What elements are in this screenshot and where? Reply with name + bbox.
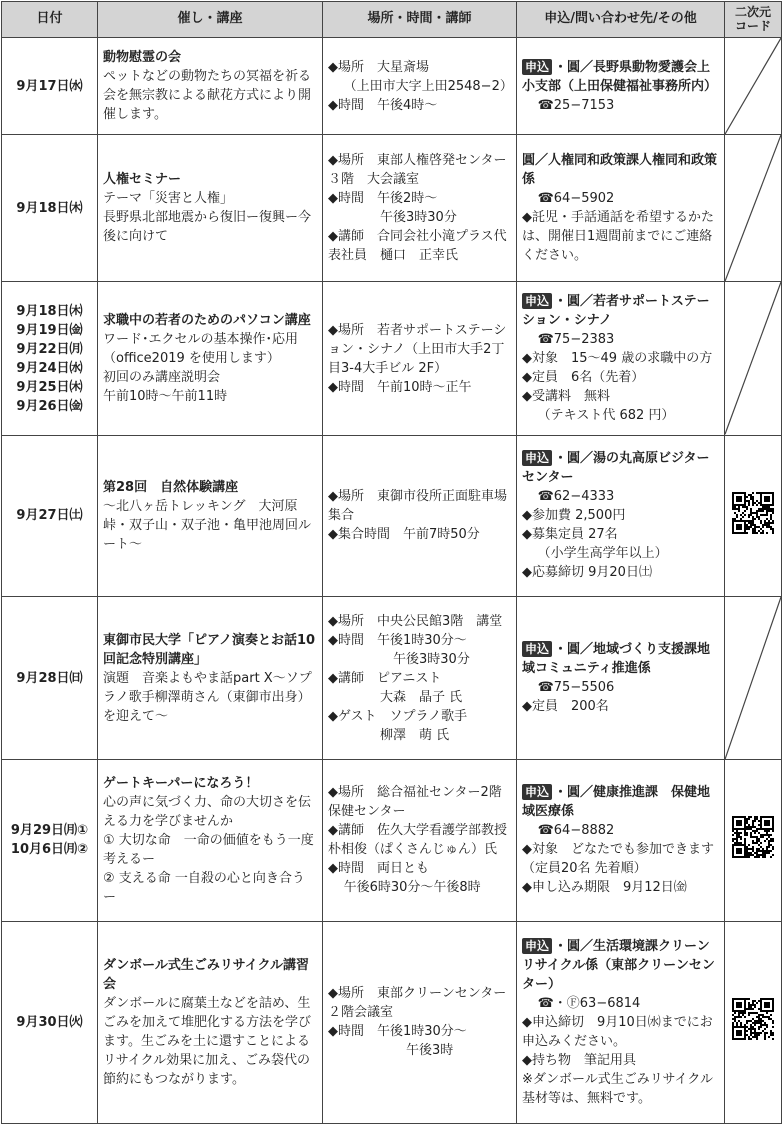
contact-organization-text: ・圓／若者サポートステーション・シナノ — [522, 294, 710, 329]
event-place-cell — [323, 282, 517, 435]
event-date: 9月22日㈪ — [16, 341, 83, 357]
event-title: 人権セミナー — [103, 172, 182, 188]
event-place-cell — [323, 135, 517, 282]
event-contact-cell — [517, 597, 725, 760]
contact-detail: ◆受講料 無料 — [522, 389, 610, 405]
contact-organization — [522, 783, 719, 821]
apply-badge: 申込 — [522, 938, 552, 954]
event-date: 9月24日㈬ — [16, 360, 83, 376]
event-info-cell — [98, 282, 323, 435]
qr-empty-cell — [725, 282, 782, 435]
qr-code-icon[interactable] — [732, 998, 774, 1040]
contact-organization — [522, 292, 719, 330]
event-date-cell — [2, 597, 98, 760]
event-contact-cell — [517, 760, 725, 921]
place-detail: ◆場所 若者サポートステーション・シナノ（上田市大手2丁目3-4大手ビル 2F） — [328, 322, 507, 376]
contact-detail: ※ダンボール式生ごみリサイクル基材等は、無料です。 — [522, 1071, 713, 1106]
event-info-cell — [98, 435, 323, 596]
event-row — [2, 921, 782, 1123]
event-row — [2, 435, 782, 596]
apply-badge: 申込 — [522, 59, 552, 75]
place-detail: ◆場所 東御市役所正面駐車場集合 — [328, 489, 507, 524]
place-detail: ◆集合時間 午前7時50分 — [328, 527, 480, 543]
contact-organization-text: ・圓／地域づくり支援課地域コミュニティ推進係 — [522, 642, 711, 677]
event-description: テーマ「災害と人権」 — [103, 191, 234, 207]
event-date: 10月6日㈪② — [10, 842, 89, 858]
event-description: 長野県北部地震から復旧ー復興ー今後に向けて — [103, 210, 312, 245]
event-date: 9月17日㈬ — [16, 78, 83, 94]
qr-code-icon[interactable] — [732, 816, 774, 858]
place-detail: ◆場所 大星斎場 — [328, 59, 429, 75]
event-date-cell — [2, 38, 98, 135]
qr-code-icon[interactable] — [732, 492, 774, 534]
header-qr — [725, 2, 782, 38]
event-contact-cell — [517, 282, 725, 435]
event-place-cell — [323, 921, 520, 1123]
qr-empty-cell — [725, 38, 782, 135]
contact-detail: ◆申し込み期限 9月12日㈮ — [522, 880, 687, 896]
contact-detail: ◆定員 200名 — [522, 699, 609, 715]
event-date: 9月18日㈭ — [16, 303, 83, 319]
contact-organization-text: ・圓／健康推進課 保健地域医療係 — [522, 785, 711, 820]
event-contact-cell — [517, 435, 725, 596]
event-date: 9月18日㈭ — [16, 200, 83, 216]
event-description: 心の声に気づく力、命の大切さを伝える力を学びませんか — [103, 794, 312, 829]
apply-badge: 申込 — [522, 450, 552, 466]
place-detail: ◆時間 両日とも — [328, 861, 429, 877]
apply-badge: 申込 — [522, 641, 552, 657]
contact-detail: ☎・Ⓕ63−6814 — [537, 995, 641, 1011]
place-detail: 午後3時 — [328, 1043, 454, 1059]
event-contact-cell — [517, 38, 725, 135]
contact-organization-text: ・圓／生活環境課クリーンリサイクル係（東部クリーンセンター） — [522, 938, 715, 992]
place-detail: ◆講師 佐久大学看護学部教授朴相俊（ぱくさんじゅん）氏 — [328, 823, 507, 858]
place-detail: （上田市大字上田2548−2） — [343, 78, 513, 94]
contact-detail: ◆申込締切 9月10日㈬までにお申込みください。 — [522, 1014, 713, 1049]
place-detail: ◆場所 東部人権啓発センター３階 大会議室 — [328, 153, 507, 188]
contact-detail: ◆対象 15〜49 歳の求職中の方 — [522, 351, 713, 367]
event-title: 第28回 自然体験講座 — [103, 479, 239, 495]
event-info-cell — [98, 921, 323, 1123]
header-qr-line1: 二次元 — [734, 5, 771, 20]
event-title: 求職中の若者のためのパソコン講座 — [103, 313, 311, 329]
event-title: ゲートキーパーになろう！ — [103, 775, 259, 791]
event-info-cell — [98, 135, 323, 282]
event-date-cell — [2, 435, 98, 596]
contact-organization — [522, 58, 719, 96]
contact-detail: （テキスト代 682 円） — [537, 408, 675, 424]
place-detail: ◆時間 午前10時〜正午 — [328, 379, 472, 395]
contact-detail: ◆応募締切 9月20日㈯ — [522, 565, 652, 581]
qr-code-cell[interactable] — [725, 435, 782, 596]
contact-organization-text: 圓／人権同和政策課人権同和政策係 — [522, 153, 718, 188]
header-place: 場所・時間・講師 — [323, 2, 517, 38]
event-place-cell — [323, 38, 517, 135]
event-info-cell — [98, 597, 323, 760]
place-detail: 午後3時30分 — [328, 210, 457, 226]
contact-detail: ◆募集定員 27名 — [522, 527, 618, 543]
place-detail: ◆ゲスト ソプラノ歌手 — [328, 708, 468, 724]
event-row — [2, 760, 782, 921]
qr-empty-cell — [725, 597, 782, 760]
contact-detail: ◆対象 どなたでも参加できます（定員20名 先着順） — [522, 842, 714, 877]
place-detail: ◆時間 午後1時30分〜 — [328, 1024, 467, 1040]
event-description: 初回のみ講座説明会 — [103, 370, 221, 386]
contact-detail: （小学生高学年以上） — [537, 546, 668, 562]
event-date: 9月27日㈯ — [16, 508, 83, 524]
event-place-cell — [323, 760, 517, 921]
header-qr-line2: コード — [734, 18, 771, 33]
event-description: ペットなどの動物たちの冥福を祈る会を無宗教による献花方式により開催します。 — [103, 69, 312, 123]
contact-organization-text: ・圓／湯の丸高原ビジターセンター — [522, 451, 710, 486]
contact-detail: ☎62−4333 — [537, 489, 615, 505]
apply-badge: 申込 — [522, 293, 552, 309]
contact-organization — [522, 449, 719, 487]
contact-detail: ◆参加費 2,500円 — [522, 508, 626, 524]
place-detail: ◆場所 東部クリーンセンター ２階会議室 — [328, 986, 520, 1021]
place-detail: ◆時間 午後4時〜 — [328, 97, 438, 113]
contact-detail: ◆託児・手話通話を希望するかたは、開催日1週間前までにご連絡ください。 — [522, 210, 714, 264]
place-detail: ◆講師 合同会社小滝プラス代表社員 樋口 正幸氏 — [328, 229, 507, 264]
contact-organization — [522, 937, 719, 994]
contact-organization-text: ・圓／長野県動物愛護会上小支部（上田保健福祉事務所内） — [522, 59, 718, 94]
place-detail: ◆場所 中央公民館3階 講堂 — [328, 613, 503, 629]
place-detail: ◆時間 午後1時30分〜 — [328, 632, 467, 648]
qr-empty-cell — [725, 135, 782, 282]
event-date-cell — [2, 760, 98, 921]
place-detail: 午後3時30分 — [328, 651, 470, 667]
header-date: 日付 — [2, 2, 98, 38]
event-row — [2, 282, 782, 435]
contact-detail: ☎64−5902 — [537, 191, 615, 207]
event-info-cell — [98, 760, 323, 921]
event-date-cell — [2, 282, 98, 435]
event-title: ダンボール式生ごみリサイクル講習会 — [103, 957, 310, 992]
event-info-cell — [98, 38, 323, 135]
qr-code-cell[interactable] — [725, 760, 782, 921]
place-detail: 午後6時30分〜午後8時 — [343, 880, 481, 896]
event-date: 9月28日㈰ — [16, 670, 83, 686]
place-detail: ◆場所 総合福祉センター2階 保健センター — [328, 785, 515, 820]
event-place-cell — [323, 597, 517, 760]
event-date: 9月19日㈮ — [16, 322, 83, 338]
header-event: 催し・講座 — [98, 2, 323, 38]
contact-detail: ☎25−7153 — [537, 97, 615, 113]
event-contact-cell — [517, 135, 725, 282]
event-row — [2, 597, 782, 760]
event-table — [1, 1, 782, 1124]
apply-badge: 申込 — [522, 784, 552, 800]
event-date: 9月30日㈫ — [16, 1014, 83, 1030]
event-title: 東御市民大学「ピアノ演奏とお話10回記念特別講座」 — [103, 632, 316, 667]
event-description: ダンボールに腐葉土などを詰め、生ごみを加えて堆肥化する方法を学びます。生ごみを土に還すことによるリサイクル効果に加え、ごみ袋代の節約にもつながります。 — [103, 995, 312, 1087]
event-contact-cell — [517, 921, 725, 1123]
event-date-cell — [2, 921, 98, 1123]
event-row — [2, 38, 782, 135]
event-place-cell — [323, 435, 517, 596]
event-date: 9月26日㈮ — [16, 398, 83, 414]
contact-organization — [522, 151, 719, 189]
contact-detail: ◆持ち物 筆記用具 — [522, 1052, 636, 1068]
event-description: ① 大切な命 一命の価値をもう一度考えるー — [103, 832, 314, 867]
event-date: 9月29日㈪① — [10, 823, 89, 839]
header-row — [2, 2, 782, 38]
contact-organization — [522, 640, 719, 678]
event-row — [2, 135, 782, 282]
qr-code-cell[interactable] — [725, 921, 782, 1123]
place-detail: 大森 晶子 氏 — [328, 689, 463, 705]
event-description: 午前10時〜午前11時 — [103, 389, 228, 405]
header-contact: 申込/問い合わせ先/その他 — [517, 2, 725, 38]
place-detail: ◆時間 午後2時〜 — [328, 191, 438, 207]
event-description: ② 支える命 一自殺の心と向き合うー — [103, 870, 305, 905]
event-description: 演題 音楽よもやま話part X〜ソプラノ歌手柳澤萌さん（東御市出身）を迎えて〜 — [103, 670, 312, 724]
contact-detail: ☎75−2383 — [537, 332, 615, 348]
contact-detail: ☎75−5506 — [537, 680, 615, 696]
contact-detail: ◆定員 6名（先着） — [522, 370, 645, 386]
event-description: 〜北八ヶ岳トレッキング 大河原峠・双子山・双子池・亀甲池周回ルート〜 — [103, 498, 312, 552]
event-date: 9月25日㈭ — [16, 379, 83, 395]
event-title: 動物慰霊の会 — [103, 50, 182, 66]
event-date-cell — [2, 135, 98, 282]
place-detail: ◆講師 ピアニスト — [328, 670, 442, 686]
contact-detail: ☎64−8882 — [537, 823, 615, 839]
place-detail: 柳澤 萌 氏 — [328, 727, 450, 743]
event-description: ワード･エクセルの基本操作･応用（office2019 を使用します） — [103, 332, 299, 367]
